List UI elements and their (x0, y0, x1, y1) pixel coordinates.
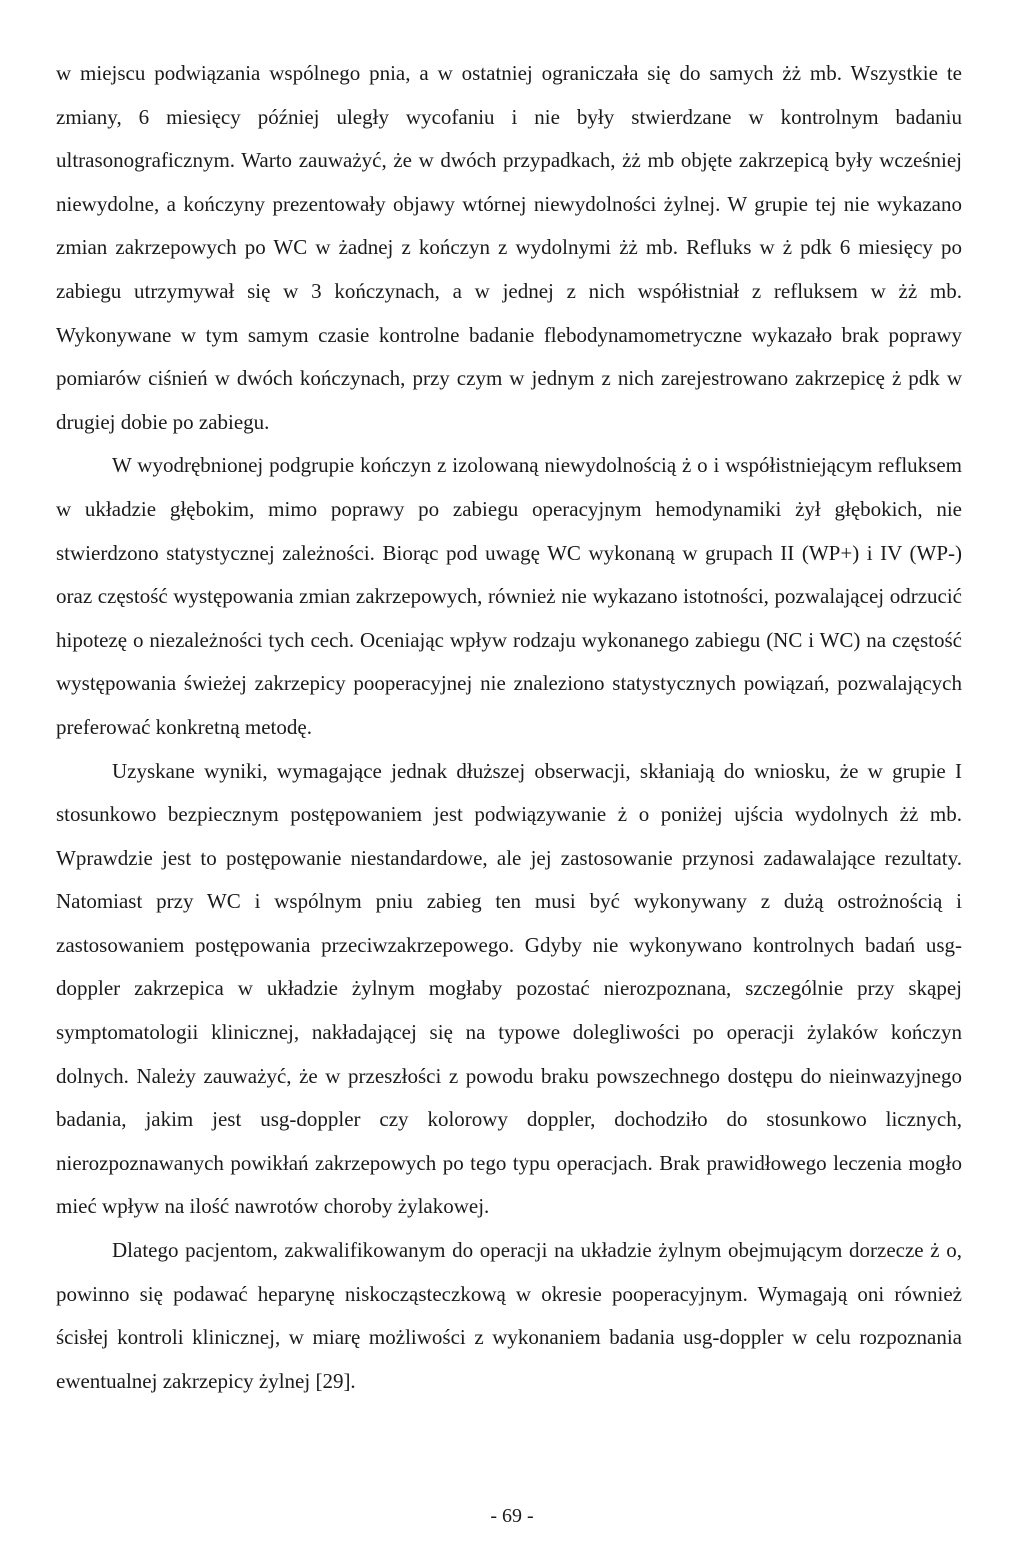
page-body (56, 52, 962, 1403)
page-number: - 69 - (490, 1505, 534, 1527)
paragraph-results-conclusion: Uzyskane wyniki, wymagające jednak dłuższej obserwacji, skłaniają do wniosku, że w grupie I stosunkowo bezpiecznym postępowaniem jest podwiązywanie ż o poniżej ujścia wydolnych żż mb. Wprawdzie jest to postępowanie niestandardowe, ale jej zastosowanie przynosi zadawalające rezultaty. Natomiast przy WC i wspólnym pniu zabieg ten musi być wykonywany z dużą ostrożnością i zastosowaniem postępowania przeciwzakrzepowego. Gdyby nie wykonywano kontrolnych badań usg-doppler zakrzepica w układzie żylnym mogłaby pozostać nierozpoznana, szczególnie przy skąpej symptomatologii klinicznej, nakładającej się na typowe dolegliwości po operacji żylaków kończyn dolnych. Należy zauważyć, że w przeszłości z powodu braku powszechnego dostępu do nieinwazyjnego badania, jakim jest usg-doppler czy kolorowy doppler, dochodziło do stosunkowo licznych, nierozpoznawanych powikłań zakrzepowych po tego typu operacjach. Brak prawidłowego leczenia mogło mieć wpływ na ilość nawrotów choroby żylakowej. (56, 758, 962, 1219)
paragraph-recommendation: Dlatego pacjentom, zakwalifikowanym do operacji na układzie żylnym obejmującym dorzecze ż o, powinno się podawać heparynę niskocząsteczkową w okresie pooperacyjnym. Wymagają oni również ścisłej kontroli klinicznej, w miarę możliwości z wykonaniem badania usg-doppler w celu rozpoznania ewentualnej zakrzepicy żylnej [29]. (56, 1238, 962, 1393)
paragraph-continuation: w miejscu podwiązania wspólnego pnia, a w ostatniej ograniczała się do samych żż mb. Wszystkie te zmiany, 6 miesięcy później uległy wycofaniu i nie były stwierdzane w kontrolnym badaniu ultrasonograficznym. Warto zauważyć, że w dwóch przypadkach, żż mb objęte zakrzepicą były wcześniej niewydolne, a kończyny prezentowały objawy wtórnej niewydolności żylnej. W grupie tej nie wykazano zmian zakrzepowych po WC w żadnej z kończyn z wydolnymi żż mb. Refluks w ż pdk 6 miesięcy po zabiegu utrzymywał się w 3 kończynach, a w jednej z nich współistniał z refluksem w żż mb. Wykonywane w tym samym czasie kontrolne badanie flebodynamometryczne wykazało brak poprawy pomiarów ciśnień w dwóch kończynach, przy czym w jednym z nich zarejestrowano zakrzepicę ż pdk w drugiej dobie po zabiegu. (56, 61, 962, 434)
paragraph-isolated-insufficiency: W wyodrębnionej podgrupie kończyn z izolowaną niewydolnością ż o i współistniejącym refluksem w układzie głębokim, mimo poprawy po zabiegu operacyjnym hemodynamiki żył głębokich, nie stwierdzono statystycznej zależności. Biorąc pod uwagę WC wykonaną w grupach II (WP+) i IV (WP-) oraz częstość występowania zmian zakrzepowych, również nie wykazano istotności, pozwalającej odrzucić hipotezę o niezależności tych cech. Oceniając wpływ rodzaju wykonanego zabiegu (NC i WC) na częstość występowania świeżej zakrzepicy pooperacyjnej nie znaleziono statystycznych powiązań, pozwalających preferować konkretną metodę. (56, 453, 962, 739)
